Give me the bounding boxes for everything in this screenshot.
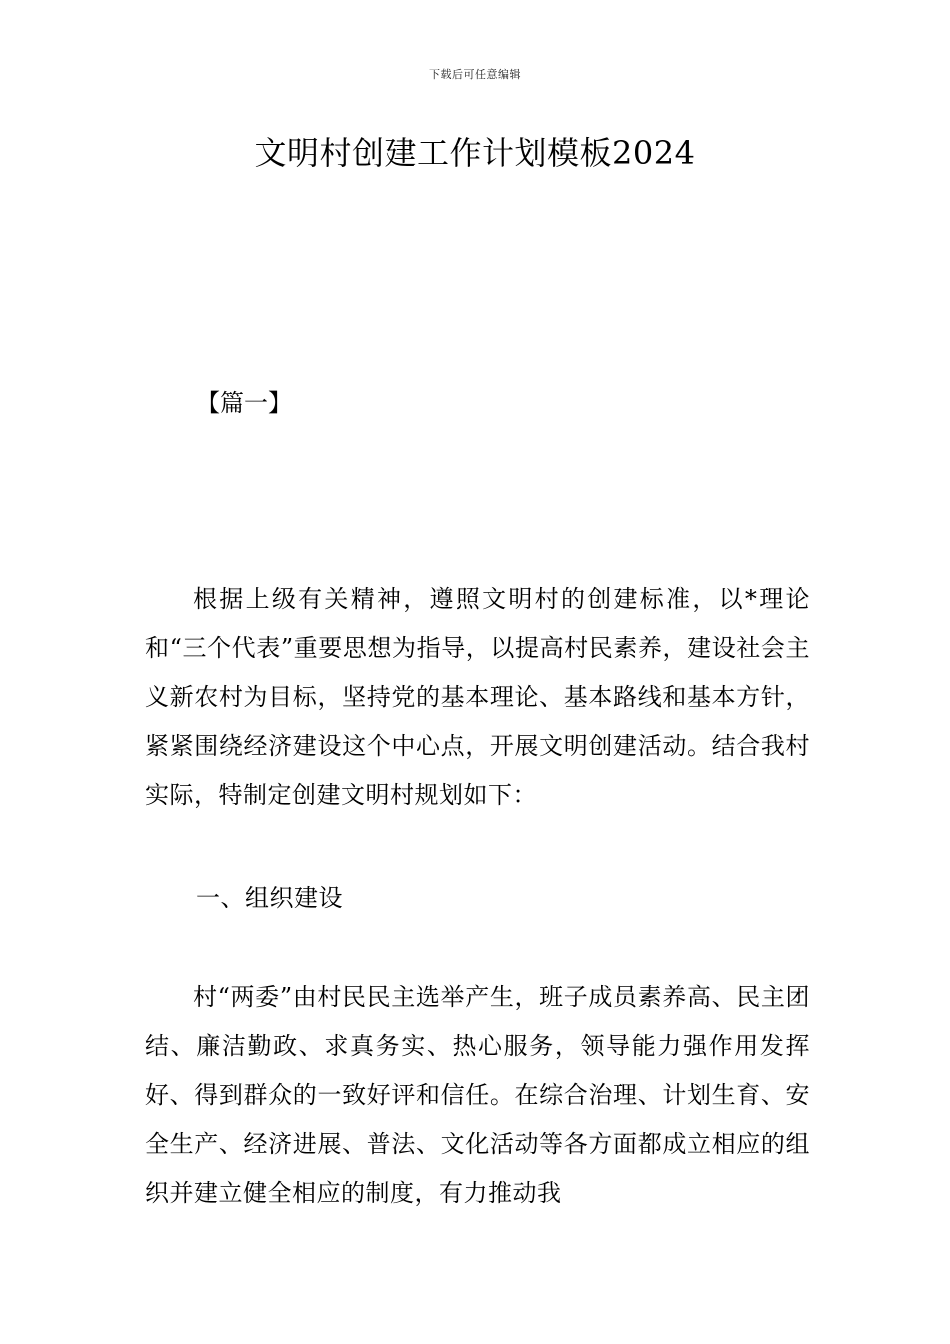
paragraph-organization: 村“两委”由村民民主选举产生，班子成员素养高、民主团结、廉洁勤政、求真务实、热心服务，领导能力强作用发挥好、得到群众的一致好评和信任。在综合治理、计划生育、安全生产、经济进展、普法、文化活动等各方面都成立相应的组织并建立健全相应的制度，有力推动我	[145, 983, 810, 1207]
section-tag: 【篇一】	[196, 389, 292, 417]
document-title: 文明村创建工作计划模板2024	[254, 134, 696, 172]
section-heading-organization: 一、组织建设	[196, 884, 343, 912]
paragraph-intro: 根据上级有关精神，遵照文明村的创建标准，以*理论和“三个代表”重要思想为指导，以提高村民素养，建设社会主义新农村为目标，坚持党的基本理论、基本路线和基本方针，紧紧围绕经济建设这个中心点，开展文明创建活动。结合我村实际，特制定创建文明村规划如下：	[145, 585, 810, 809]
header-note: 下载后可任意编辑	[429, 68, 521, 81]
